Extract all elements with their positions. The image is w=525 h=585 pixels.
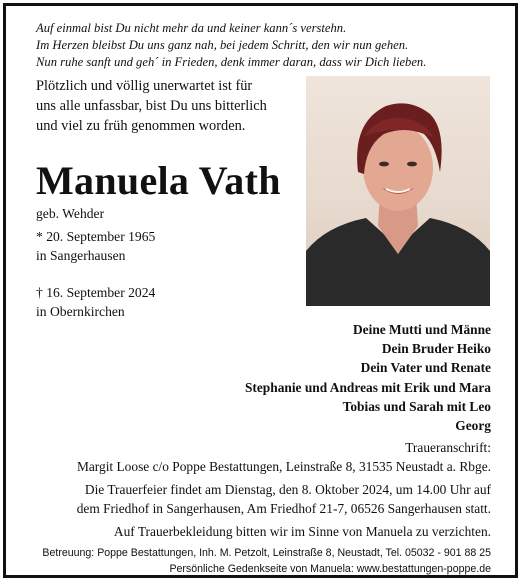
family-line: Tobias und Sarah mit Leo <box>342 398 491 414</box>
poem-line: Auf einmal bist Du nicht mehr da und keiner kann´s verstehn. <box>36 21 347 35</box>
deceased-name: Manuela Vath <box>36 158 281 203</box>
poem-line: Im Herzen bleibst Du uns ganz nah, bei jedem Schritt, den wir nun gehen. <box>36 38 409 52</box>
intro-line: und viel zu früh genommen worden. <box>36 118 246 134</box>
obituary-frame <box>3 3 518 578</box>
death-place: in Obernkirchen <box>36 304 125 319</box>
address-label: Traueranschrift: <box>405 440 491 455</box>
family-line: Dein Vater und Renate <box>360 360 491 376</box>
address: Margit Loose c/o Poppe Bestattungen, Leinstraße 8, 31535 Neustadt a. Rbge. <box>76 459 491 474</box>
poem-line: Nun ruhe sanft und geh´ in Frieden, denk immer daran, dass wir Dich lieben. <box>36 55 427 69</box>
family-line: Stephanie und Andreas mit Erik und Mara <box>244 379 491 395</box>
ceremony-line: Die Trauerfeier findet am Dienstag, den 8. Oktober 2024, um 14.00 Uhr auf <box>84 482 491 497</box>
ceremony-block <box>77 480 491 518</box>
death-date: † 16. September 2024 <box>36 285 156 300</box>
birth-name: geb. Wehder <box>36 206 105 221</box>
intro-line: Plötzlich und völlig unerwartet ist für <box>36 78 253 94</box>
family-line: Georg <box>455 418 491 434</box>
intro-text <box>36 76 296 136</box>
family-line: Dein Bruder Heiko <box>381 341 491 357</box>
portrait-photo <box>306 76 490 306</box>
birth-place: in Sangerhausen <box>36 248 126 263</box>
family-list <box>245 320 491 435</box>
address-block <box>77 438 491 476</box>
footer-memorial-page: Persönliche Gedenkseite von Manuela: www.bestattungen-poppe.de <box>169 563 491 575</box>
poem <box>36 20 506 71</box>
dress-request: Auf Trauerbekleidung bitten wir im Sinne von Manuela zu verzichten. <box>113 524 491 539</box>
intro-line: uns alle unfassbar, bist Du uns bitterlich <box>36 98 267 114</box>
footer-undertaker: Betreuung: Poppe Bestattungen, Inh. M. Petzolt, Leinstraße 8, Neustadt, Tel. 05032 - 901 88 25 <box>42 547 491 559</box>
family-line: Deine Mutti und Männe <box>352 322 491 337</box>
birth-date: * 20. September 1965 <box>36 229 156 244</box>
ceremony-line: dem Friedhof in Sangerhausen, Am Friedhof 21-7, 06526 Sangerhausen statt. <box>76 501 491 516</box>
